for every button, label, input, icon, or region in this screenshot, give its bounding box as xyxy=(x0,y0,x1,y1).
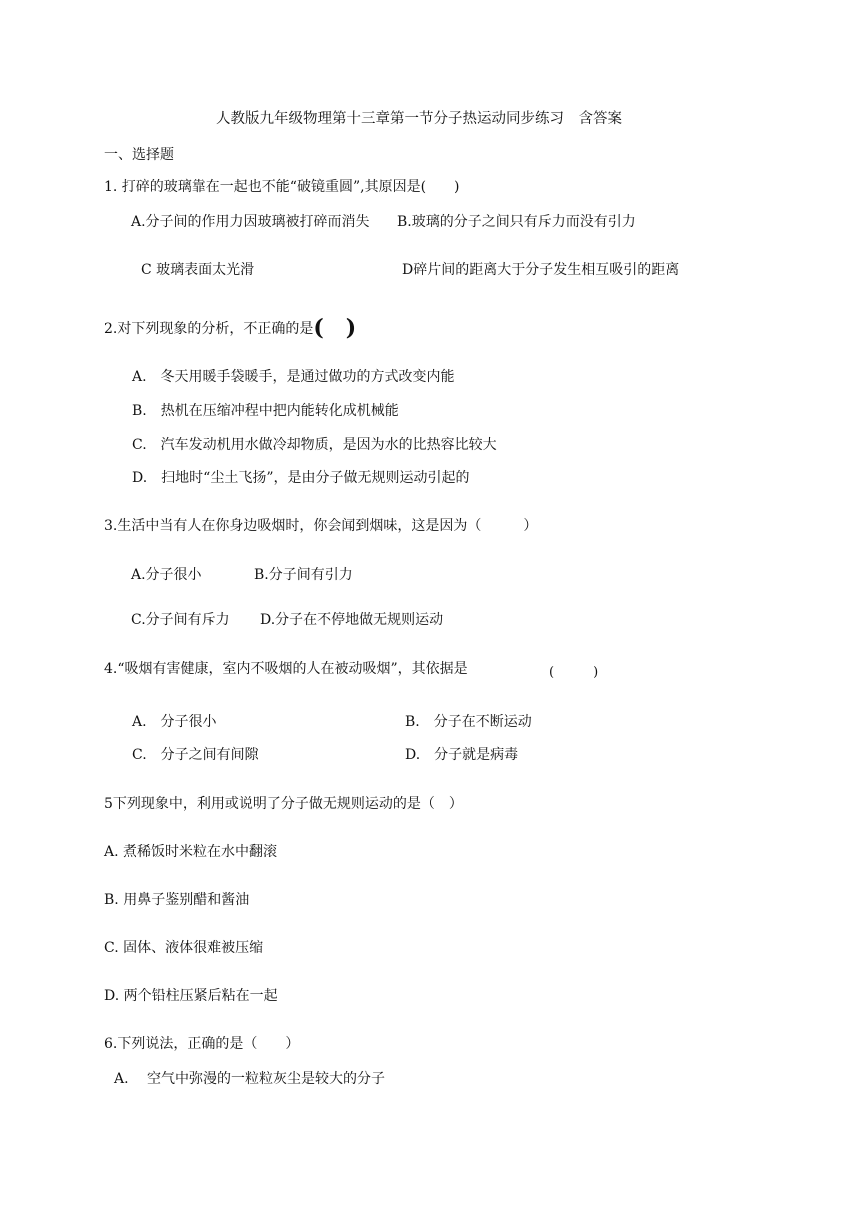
question-5-stem: 5下列现象中，利用或说明了分子做无规则运动的是（ ） xyxy=(104,796,463,812)
question-2-option-c: C. 汽车发动机用水做冷却物质，是因为水的比热容比较大 xyxy=(132,437,497,453)
section-heading: 一、选择题 xyxy=(104,147,174,163)
question-5-option-b: B. 用鼻子鉴别醋和酱油 xyxy=(104,892,250,908)
question-1-option-c: C 玻璃表面太光滑 xyxy=(141,262,255,278)
question-3-option-c: C.分子间有斥力 xyxy=(131,612,230,628)
question-4-option-a: A. 分子很小 xyxy=(132,714,217,730)
question-1-option-a: A.分子间的作用力因玻璃被打碎而消失 xyxy=(131,214,370,230)
question-3-option-b: B.分子间有引力 xyxy=(254,567,353,583)
question-4-answer-paren: ( ) xyxy=(549,665,599,680)
question-6-stem: 6.下列说法，正确的是（ ） xyxy=(104,1036,300,1052)
question-5-option-c: C. 固体、液体很难被压缩 xyxy=(104,940,264,956)
question-2-answer-paren: ( ) xyxy=(313,315,357,341)
question-3-option-d: D.分子在不停地做无规则运动 xyxy=(260,612,444,628)
question-3-stem: 3.生活中当有人在你身边吸烟时，你会闻到烟味，这是因为（ ） xyxy=(104,518,538,534)
question-3-option-a: A.分子很小 xyxy=(131,567,202,583)
question-4-option-c: C. 分子之间有间隙 xyxy=(132,747,259,763)
question-1-stem: 1. 打碎的玻璃靠在一起也不能“破镜重圆”,其原因是( ) xyxy=(104,179,460,195)
question-2-option-d: D. 扫地时“尘土飞扬”，是由分子做无规则运动引起的 xyxy=(132,470,470,486)
question-4-option-b: B. 分子在不断运动 xyxy=(405,714,532,730)
question-2-stem: 2.对下列现象的分析，不正确的是 xyxy=(104,321,314,337)
question-4-stem: 4.“吸烟有害健康，室内不吸烟的人在被动吸烟”，其依据是 xyxy=(104,661,468,677)
document-title: 人教版九年级物理第十三章第一节分子热运动同步练习 含答案 xyxy=(216,111,622,127)
question-2-option-a: A. 冬天用暖手袋暖手，是通过做功的方式改变内能 xyxy=(132,369,455,385)
question-5-option-a: A. 煮稀饭时米粒在水中翻滚 xyxy=(104,844,278,860)
question-5-option-d: D. 两个铅柱压紧后粘在一起 xyxy=(104,988,278,1004)
question-4-option-d: D. 分子就是病毒 xyxy=(405,747,519,763)
question-2-stem-row xyxy=(104,315,357,341)
question-6-option-a: A. 空气中弥漫的一粒粒灰尘是较大的分子 xyxy=(114,1071,386,1087)
question-1-option-d: D碎片间的距离大于分子发生相互吸引的距离 xyxy=(402,262,680,278)
question-1-option-b: B.玻璃的分子之间只有斥力而没有引力 xyxy=(397,214,636,230)
question-2-option-b: B. 热机在压缩冲程中把内能转化成机械能 xyxy=(132,403,399,419)
